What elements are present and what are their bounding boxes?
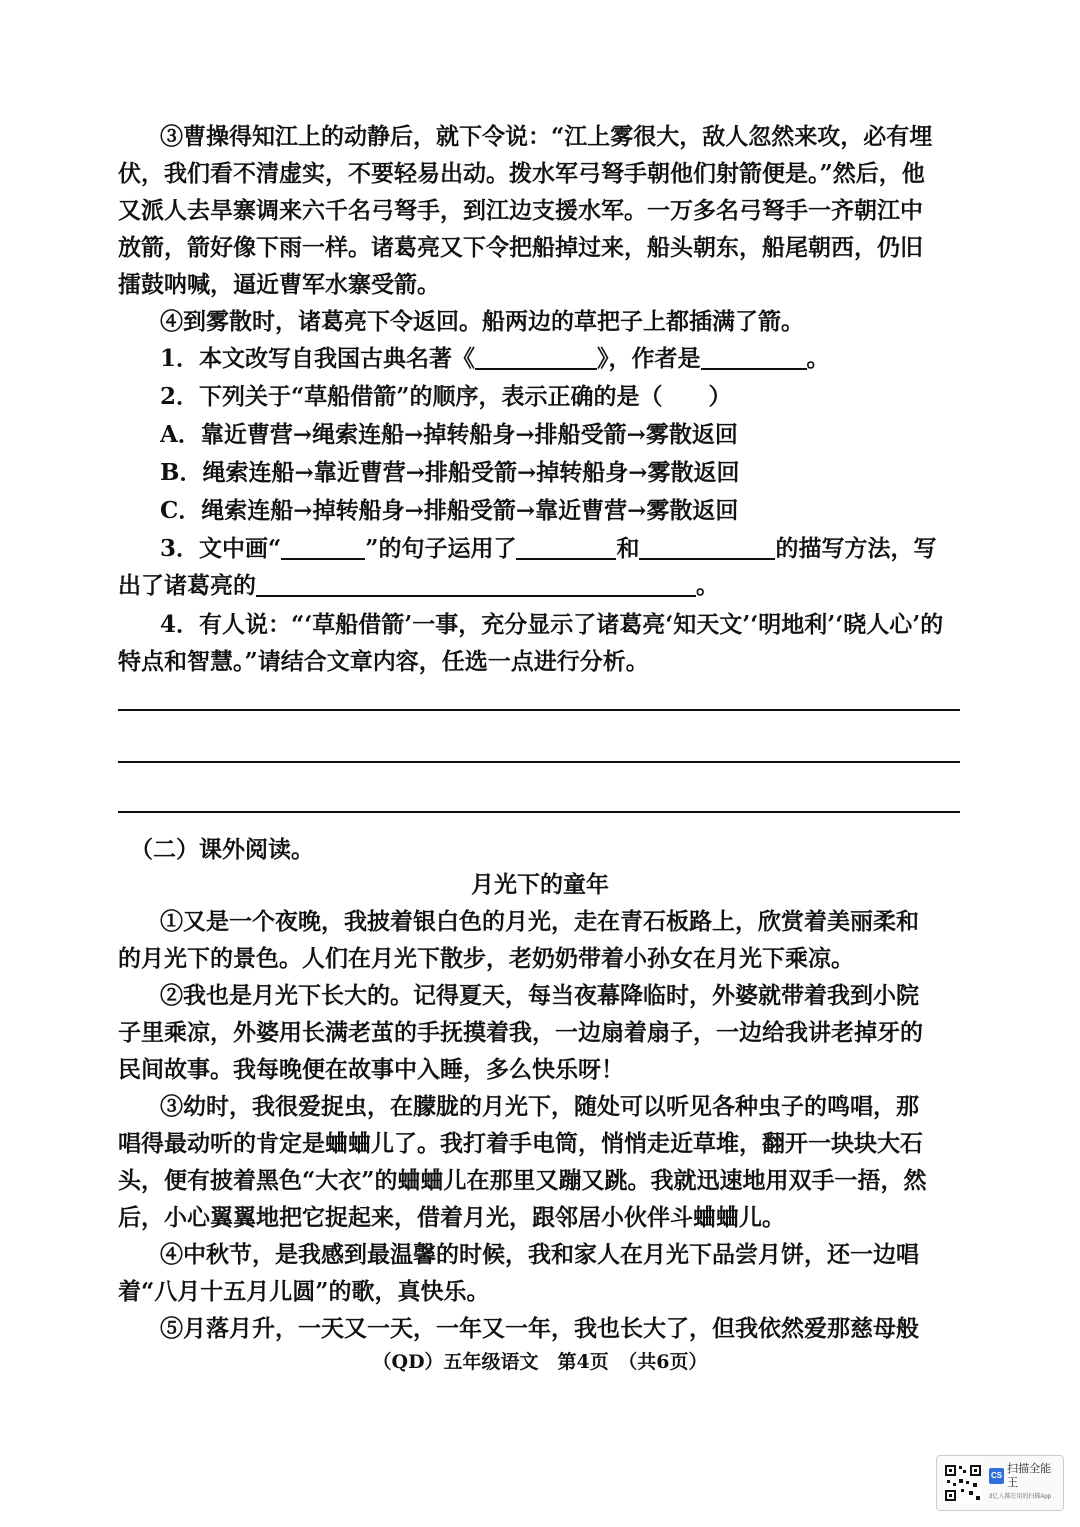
passage2-para2-line1: ②我也是月光下长大的。记得夏天，每当夜幕降临时，外婆就带着我到小院 — [160, 982, 919, 1009]
question-4-line1: 4．有人说：“‘草船借箭’一事，充分显示了诸葛亮‘知天文’‘明地利’‘晓人心’的 — [160, 611, 944, 638]
passage1-para3-line3: 又派人去旱寨调来六千名弓弩手，到江边支援水军。一万多名弓弩手一齐朝江中 — [118, 197, 923, 224]
blank-author[interactable] — [701, 342, 807, 370]
passage2-para3-line4: 后，小心翼翼地把它捉起来，借着月光，跟邻居小伙伴斗蛐蛐儿。 — [118, 1204, 785, 1231]
question-3-line1: 3．文中画“ ”的句子运用了 和 的描写方法，写 — [160, 530, 968, 568]
passage1-para3-line5: 擂鼓呐喊，逼近曹军水寨受箭。 — [118, 271, 440, 298]
question-4-line2: 特点和智慧。”请结合文章内容，任选一点进行分析。 — [118, 648, 649, 675]
blank-method-1[interactable] — [516, 532, 616, 560]
scanner-slogan: 3亿人都在用的扫描App — [989, 1494, 1052, 1500]
passage1-para3-line4: 放箭，箭好像下雨一样。诸葛亮又下令把船掉过来，船头朝东，船尾朝西，仍旧 — [118, 234, 923, 261]
camscanner-logo-icon: CS — [989, 1468, 1004, 1484]
passage1-para4: ④到雾散时，诸葛亮下令返回。船两边的草把子上都插满了箭。 — [160, 308, 804, 335]
passage2-para4-line2: 着“八月十五月儿圆”的歌，真快乐。 — [118, 1278, 490, 1305]
question-2-option-a[interactable]: A．靠近曹营→绳索连船→掉转船身→排船受箭→雾散返回 — [160, 421, 738, 448]
passage1-para3-line1: ③曹操得知江上的动静后，就下令说：“江上雾很大，敌人忽然来攻，必有埋 — [160, 123, 933, 150]
passage2-para1-line1: ①又是一个夜晚，我披着银白色的月光，走在青石板路上，欣赏着美丽柔和 — [160, 908, 919, 935]
question-2-option-c[interactable]: C．绳索连船→掉转船身→排船受箭→靠近曹营→雾散返回 — [160, 497, 739, 524]
passage2-para1-line2: 的月光下的景色。人们在月光下散步，老奶奶带着小孙女在月光下乘凉。 — [118, 945, 854, 972]
passage2-para3-line2: 唱得最动听的肯定是蛐蛐儿了。我打着手电筒，悄悄走近草堆，翻开一块块大石 — [118, 1130, 923, 1157]
blank-underline-mark — [281, 532, 365, 560]
answer-line-1[interactable] — [118, 709, 960, 711]
passage2-para2-line2: 子里乘凉，外婆用长满老茧的手抚摸着我，一边扇着扇子，一边给我讲老掉牙的 — [118, 1019, 923, 1046]
scanner-watermark — [936, 1455, 1064, 1511]
passage2-title: 月光下的童年 — [471, 871, 609, 898]
scanner-app-name: 扫描全能王 — [1007, 1463, 1052, 1489]
passage2-para3-line3: 头，便有披着黑色“大衣”的蛐蛐儿在那里又蹦又跳。我就迅速地用双手一捂，然 — [118, 1167, 927, 1194]
question-3-line2: 出了诸葛亮的 。 — [118, 567, 968, 605]
question-2-option-b[interactable]: B．绳索连船→靠近曹营→排船受箭→掉转船身→雾散返回 — [160, 459, 740, 486]
passage2-para3-line1: ③幼时，我很爱捉虫，在朦胧的月光下，随处可以听见各种虫子的鸣唱，那 — [160, 1093, 919, 1120]
qr-code-icon — [943, 1463, 983, 1503]
answer-line-3[interactable] — [118, 811, 960, 813]
blank-book-title[interactable] — [475, 342, 597, 370]
section-2-heading: （二）课外阅读。 — [130, 836, 314, 863]
passage2-para4-line1: ④中秋节，是我感到最温馨的时候，我和家人在月光下品尝月饼，还一边唱 — [160, 1241, 919, 1268]
blank-character-trait[interactable] — [256, 569, 696, 597]
question-2-stem: 2．下列关于“草船借箭”的顺序，表示正确的是（ ） — [160, 383, 732, 410]
passage1-para3-line2: 伏，我们看不清虚实，不要轻易出动。拨水军弓弩手朝他们射箭便是。”然后，他 — [118, 160, 925, 187]
passage2-para2-line3: 民间故事。我每晚便在故事中入睡，多么快乐呀！ — [118, 1056, 624, 1083]
page-footer: （QD）五年级语文 第4页 （共6页） — [372, 1351, 708, 1373]
blank-method-2[interactable] — [639, 532, 775, 560]
answer-line-2[interactable] — [118, 761, 960, 763]
passage2-para5-line1: ⑤月落月升，一天又一天，一年又一年，我也长大了，但我依然爱那慈母般 — [160, 1315, 919, 1342]
question-1: 1．本文改写自我国古典名著《 》，作者是 。 — [160, 340, 968, 378]
